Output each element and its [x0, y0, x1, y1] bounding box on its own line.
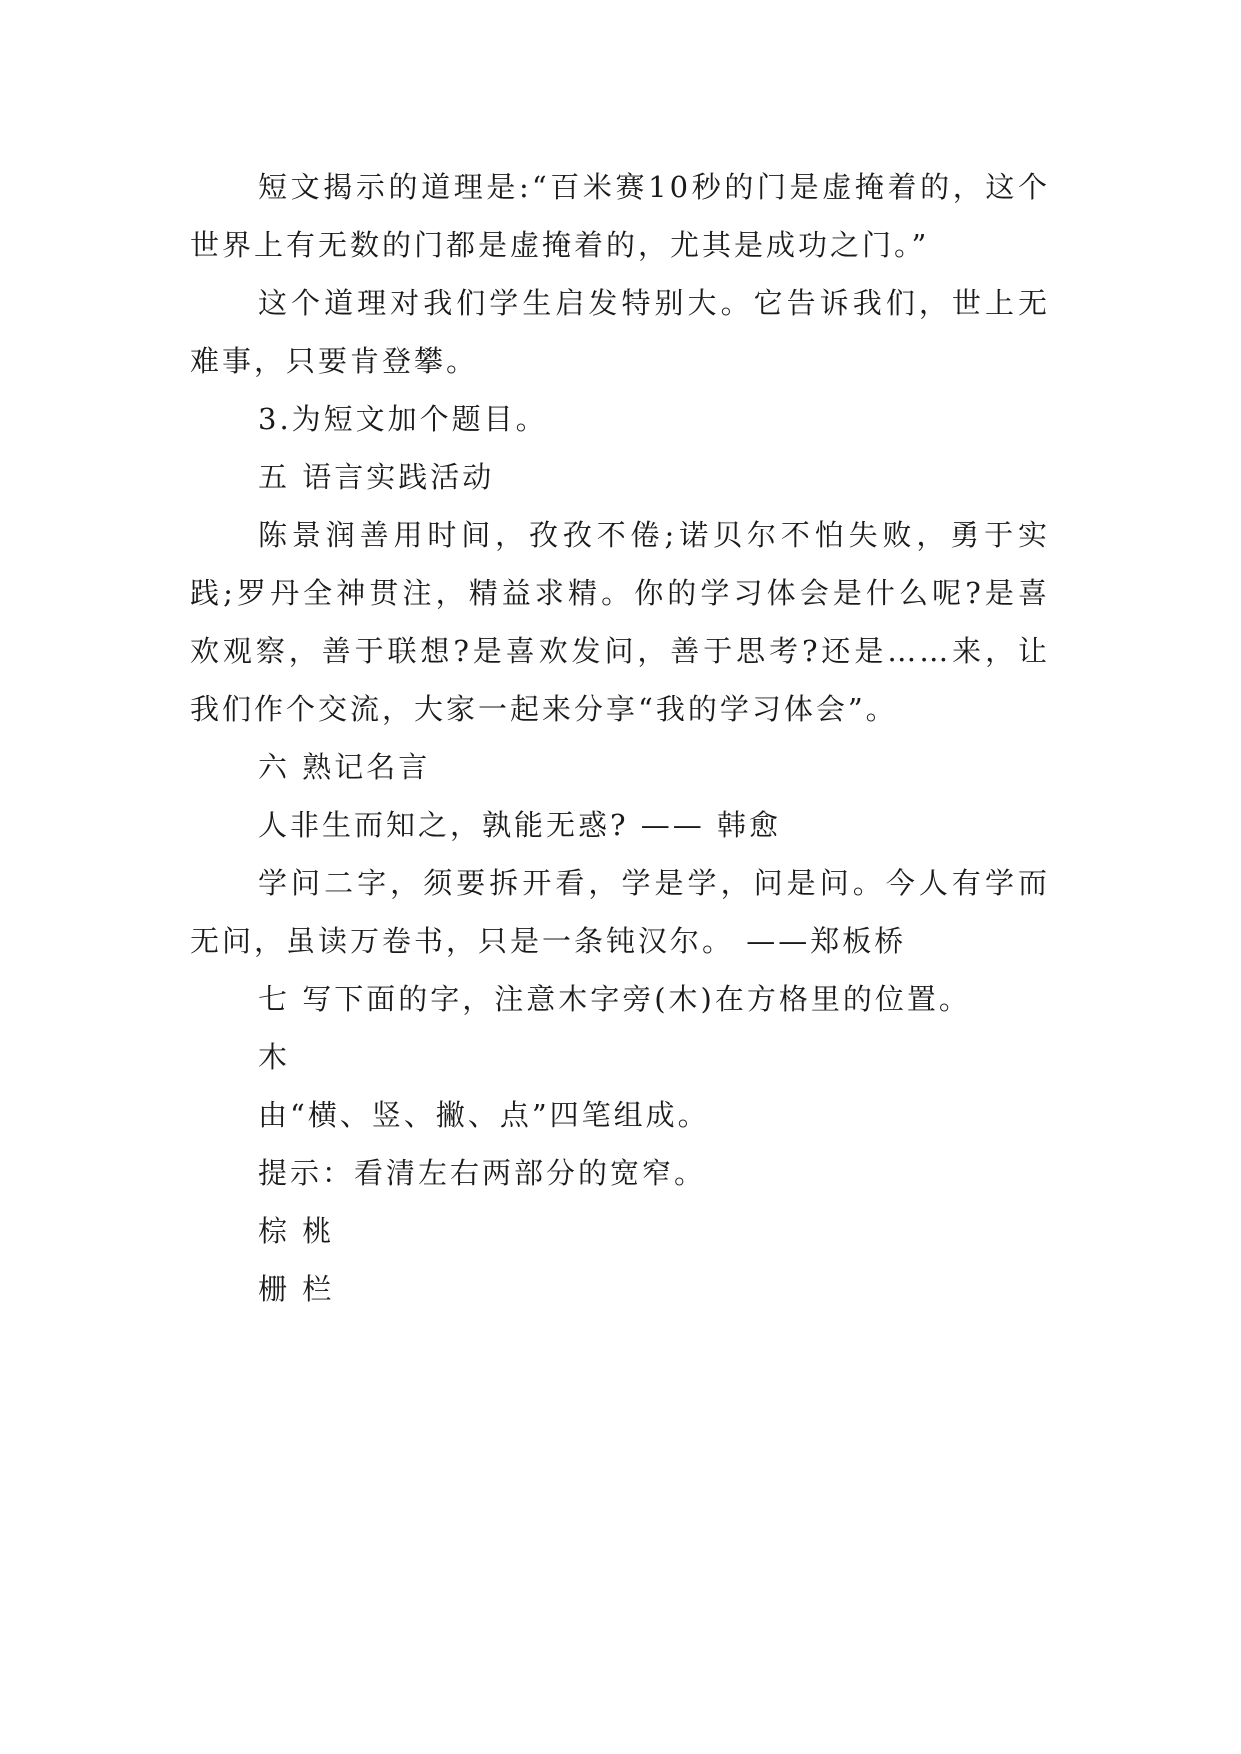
quote-han-yu: 人非生而知之，孰能无惑? —— 韩愈	[258, 808, 781, 842]
writing-hint: 提示：看清左右两部分的宽窄。	[258, 1156, 707, 1190]
paragraph-inspiration: 这个道理对我们学生启发特别大。它告诉我们，世上无难事，只要肯登攀。	[190, 286, 1050, 378]
paragraph-learning-experience: 陈景润善用时间，孜孜不倦;诺贝尔不怕失败，勇于实践;罗丹全神贯注，精益求精。你的学习体会是什么呢?是喜欢观察，善于联想?是喜欢发问，善于思考?还是……来，让我们作个交流，大家一起来分享“我的学习体会”。	[190, 518, 1050, 726]
document-body	[190, 158, 1050, 1318]
quote-zheng-banqiao: 学问二字，须要拆开看，学是学，问是问。今人有学而无问，虽读万卷书，只是一条钝汉尔。 ——郑板桥	[190, 866, 1050, 958]
practice-characters-2: 栅 栏	[258, 1272, 335, 1306]
paragraph-lesson-moral: 短文揭示的道理是:“百米赛10秒的门是虚掩着的，这个世界上有无数的门都是虚掩着的，尤其是成功之门。”	[190, 170, 1050, 262]
character-mu: 木	[258, 1040, 291, 1074]
section-7-heading: 七 写下面的字，注意木字旁(木)在方格里的位置。	[258, 982, 971, 1016]
section-6-heading: 六 熟记名言	[258, 750, 431, 784]
practice-characters-1: 棕 桃	[258, 1214, 335, 1248]
section-5-heading: 五 语言实践活动	[258, 460, 495, 494]
stroke-composition: 由“横、竖、撇、点”四笔组成。	[258, 1098, 710, 1132]
question-3-title: 3.为短文加个题目。	[258, 402, 548, 436]
